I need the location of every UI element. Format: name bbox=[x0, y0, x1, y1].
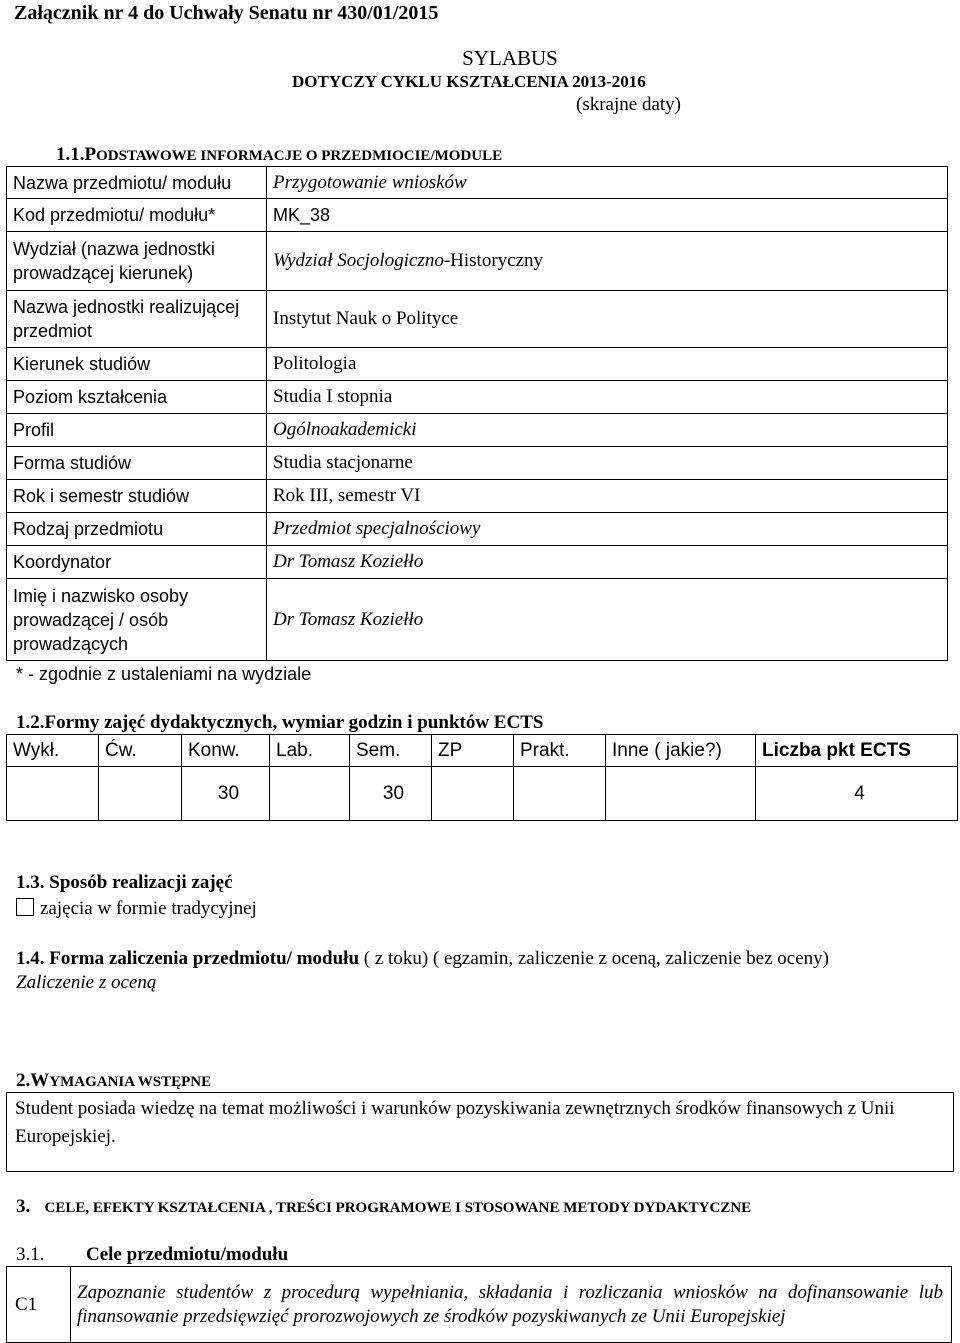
info-value: Studia stacjonarne bbox=[267, 447, 948, 480]
info-value: Dr Tomasz Koziełło bbox=[267, 546, 948, 579]
ects-header: Konw. bbox=[182, 735, 270, 767]
info-value: Przedmiot specjalnościowy bbox=[267, 513, 948, 546]
info-value: Ogólnoakademicki bbox=[267, 414, 948, 447]
info-row bbox=[7, 546, 948, 579]
goal-row bbox=[7, 1267, 952, 1343]
ects-value: 30 bbox=[350, 767, 432, 821]
info-row bbox=[7, 480, 948, 513]
info-label: Rok i semestr studiów bbox=[7, 480, 267, 513]
footnote: * - zgodnie z ustaleniami na wydziale bbox=[16, 664, 312, 684]
section-1-2-heading: 1.2.Formy zajęć dydaktycznych, wymiar godzin i punktów ECTS bbox=[16, 712, 544, 733]
info-value: Rok III, semestr VI bbox=[267, 480, 948, 513]
section-1-4-heading: 1.4. Forma zaliczenia przedmiotu/ modułu ( z toku) ( egzamin, zaliczenie z oceną, zaliczenie bez oceny) bbox=[16, 948, 829, 969]
info-row bbox=[7, 167, 948, 199]
info-label: Poziom kształcenia bbox=[7, 381, 267, 414]
section-3-heading: 3. CELE, EFEKTY KSZTAŁCENIA , TREŚCI PROGRAMOWE I STOSOWANE METODY DYDAKTYCZNE bbox=[16, 1196, 752, 1217]
info-row bbox=[7, 414, 948, 447]
info-row bbox=[7, 291, 948, 348]
ects-value bbox=[514, 767, 606, 821]
info-value: Studia I stopnia bbox=[267, 381, 948, 414]
ects-header: Sem. bbox=[350, 735, 432, 767]
info-value: Przygotowanie wniosków bbox=[267, 167, 948, 199]
info-label: Profil bbox=[7, 414, 267, 447]
info-value: Instytut Nauk o Polityce bbox=[267, 291, 948, 348]
ects-header: Liczba pkt ECTS bbox=[756, 735, 958, 767]
info-row bbox=[7, 232, 948, 291]
ects-header: Ćw. bbox=[99, 735, 182, 767]
dates-note: (skrajne daty) bbox=[576, 94, 681, 115]
ects-value bbox=[270, 767, 350, 821]
info-row bbox=[7, 513, 948, 546]
ects-value-row bbox=[7, 767, 958, 821]
info-label: Wydział (nazwa jednostki prowadzącej kierunek) bbox=[7, 232, 267, 291]
info-label: Koordynator bbox=[7, 546, 267, 579]
info-value: Politologia bbox=[267, 348, 948, 381]
info-label: Kod przedmiotu/ modułu* bbox=[7, 199, 267, 232]
ects-header-row bbox=[7, 735, 958, 767]
cycle-line: DOTYCZY CYKLU KSZTAŁCENIA 2013-2016 bbox=[292, 72, 646, 91]
ects-value: 4 bbox=[756, 767, 958, 821]
ects-value bbox=[99, 767, 182, 821]
info-label: Imię i nazwisko osoby prowadzącej / osób prowadzących bbox=[7, 579, 267, 661]
goals-table bbox=[6, 1266, 952, 1343]
info-label: Nazwa przedmiotu/ modułu bbox=[7, 167, 267, 199]
goal-text: Zapoznanie studentów z procedurą wypełniania, składania i rozliczania wniosków na dofinansowanie lub finansowanie przedsięwzięć prorozwojowych ze środków pozyskiwanych ze Unii Europejskiej bbox=[71, 1267, 952, 1343]
ects-value: 30 bbox=[182, 767, 270, 821]
basic-info-table bbox=[6, 166, 948, 661]
delivery-option-label: zajęcia w formie tradycyjnej bbox=[40, 898, 257, 919]
delivery-option[interactable] bbox=[16, 898, 257, 920]
attachment-note: Załącznik nr 4 do Uchwały Senatu nr 430/01/2015 bbox=[14, 2, 439, 24]
section-1-3-heading: 1.3. Sposób realizacji zajęć bbox=[16, 872, 233, 893]
checkbox-icon[interactable] bbox=[16, 898, 34, 916]
info-label: Rodzaj przedmiotu bbox=[7, 513, 267, 546]
ects-header: ZP bbox=[432, 735, 514, 767]
section-3-1-number: 3.1. bbox=[16, 1244, 45, 1265]
info-value: MK_38 bbox=[267, 199, 948, 232]
goal-code: C1 bbox=[7, 1267, 71, 1343]
ects-header: Lab. bbox=[270, 735, 350, 767]
info-value: Dr Tomasz Koziełło bbox=[267, 579, 948, 661]
info-label: Kierunek studiów bbox=[7, 348, 267, 381]
section-1-1-heading: 1.1.PODSTAWOWE INFORMACJE O PRZEDMIOCIE/MODULE bbox=[56, 144, 503, 165]
ects-value bbox=[7, 767, 99, 821]
ects-value bbox=[432, 767, 514, 821]
info-row bbox=[7, 447, 948, 480]
info-row bbox=[7, 579, 948, 661]
ects-header: Inne ( jakie?) bbox=[606, 735, 756, 767]
ects-header: Wykł. bbox=[7, 735, 99, 767]
document-title: SYLABUS bbox=[462, 46, 558, 70]
ects-header: Prakt. bbox=[514, 735, 606, 767]
info-value: Wydział Socjologiczno-Historyczny bbox=[267, 232, 948, 291]
info-row bbox=[7, 381, 948, 414]
info-row bbox=[7, 199, 948, 232]
assessment-form: Zaliczenie z oceną bbox=[16, 972, 157, 993]
info-label: Nazwa jednostki realizującej przedmiot bbox=[7, 291, 267, 348]
info-row bbox=[7, 348, 948, 381]
info-label: Forma studiów bbox=[7, 447, 267, 480]
section-2-heading: 2.WYMAGANIA WSTĘPNE bbox=[16, 1070, 212, 1091]
section-3-1-heading: Cele przedmiotu/modułu bbox=[86, 1244, 289, 1265]
prerequisites-text: Student posiada wiedzę na temat możliwości i warunków pozyskiwania zewnętrznych środków finansowych z Unii Europejskiej. bbox=[15, 1098, 895, 1147]
ects-value bbox=[606, 767, 756, 821]
ects-table bbox=[6, 734, 958, 821]
prerequisites-box bbox=[6, 1092, 954, 1172]
